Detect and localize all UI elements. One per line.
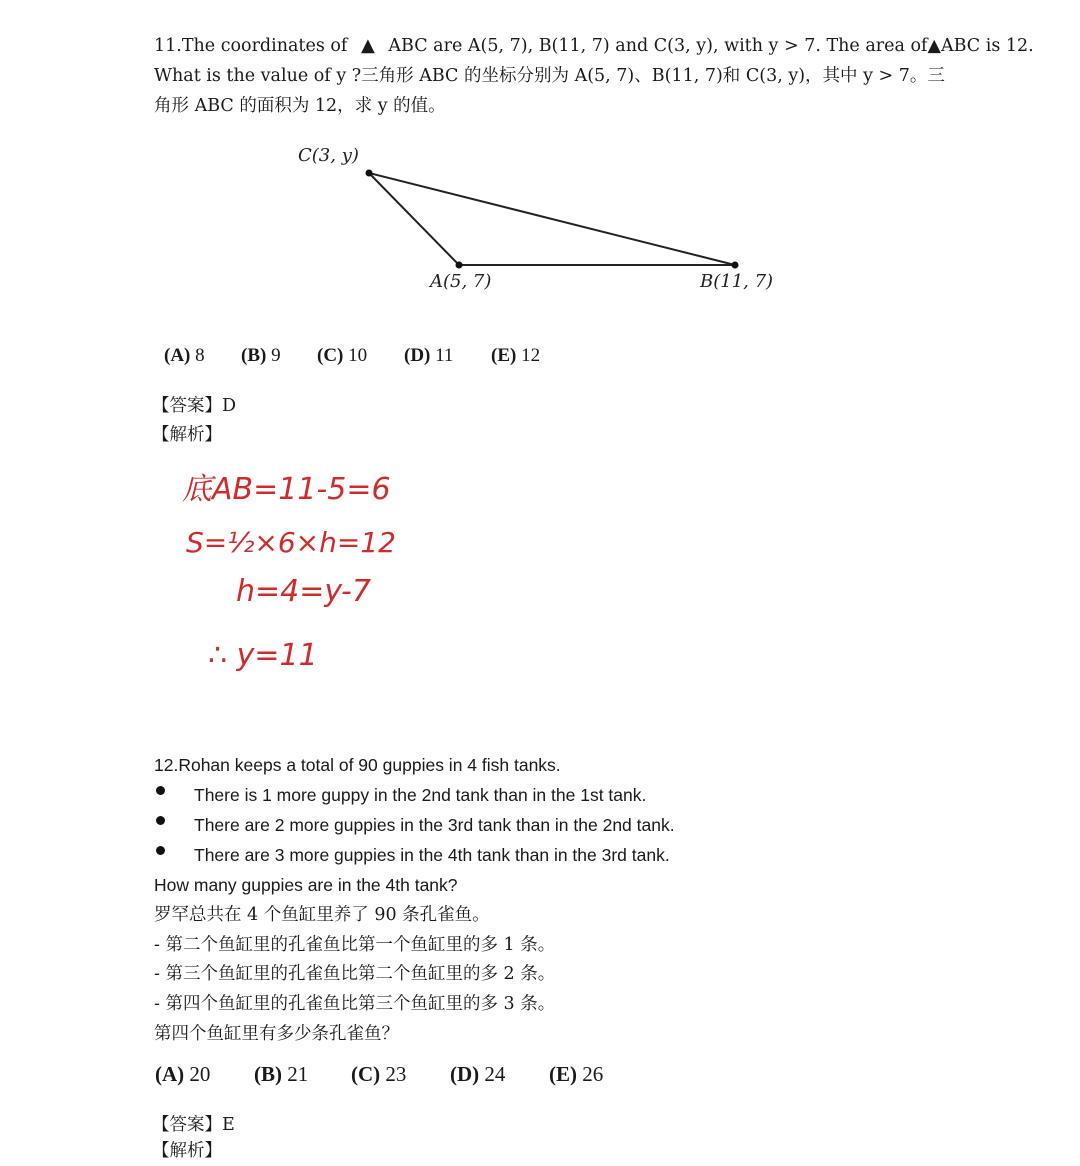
triangle-abc bbox=[369, 173, 735, 265]
p12-choice-d[interactable]: (D) 24 bbox=[450, 1062, 506, 1086]
p12-cn-line-2: - 第三个鱼缸里的孔雀鱼比第二个鱼缸里的多 2 条。 bbox=[154, 964, 556, 984]
bullet-1-icon bbox=[156, 786, 165, 795]
point-c bbox=[366, 170, 373, 177]
p11-choice-d[interactable]: (D) 11 bbox=[404, 345, 454, 366]
hand-line-1: 底AB=11-5=6 bbox=[182, 472, 391, 507]
p11-answer: 【答案】D bbox=[152, 396, 237, 416]
hand-line-2: S=½×6×h=12 bbox=[186, 526, 396, 559]
p12-intro: 12.Rohan keeps a total of 90 guppies in 4 fish tanks. bbox=[154, 755, 561, 775]
label-b: B(11, 7) bbox=[700, 271, 774, 292]
p12-choices bbox=[155, 1062, 603, 1087]
p12-choice-b[interactable]: (B) 21 bbox=[254, 1062, 309, 1086]
p11-question-line-3: 角形 ABC 的面积为 12，求 y 的值。 bbox=[154, 96, 446, 116]
triangle-figure bbox=[280, 135, 800, 300]
p11-choice-a[interactable]: (A) 8 bbox=[164, 345, 205, 366]
p12-bullet-3: There are 3 more guppies in the 4th tank than in the 3rd tank. bbox=[194, 845, 670, 865]
point-a bbox=[456, 262, 463, 269]
p11-text-part-a: 11.The coordinates of bbox=[154, 36, 348, 56]
label-c: C(3, y) bbox=[298, 145, 359, 166]
p12-analysis-label: 【解析】 bbox=[152, 1141, 222, 1161]
p11-choice-b[interactable]: (B) 9 bbox=[241, 345, 281, 366]
p12-choice-c[interactable]: (C) 23 bbox=[351, 1062, 407, 1086]
p12-choice-e[interactable]: (E) 26 bbox=[549, 1062, 604, 1086]
p12-cn-line-1: - 第二个鱼缸里的孔雀鱼比第一个鱼缸里的多 1 条。 bbox=[154, 935, 556, 955]
bullet-3-icon bbox=[156, 846, 165, 855]
p12-answer: 【答案】E bbox=[152, 1115, 235, 1135]
bullet-2-icon bbox=[156, 816, 165, 825]
triangle-icon: ▲ bbox=[360, 35, 375, 56]
p12-choice-a[interactable]: (A) 20 bbox=[155, 1062, 211, 1086]
handwritten-solution bbox=[170, 455, 430, 695]
p11-choice-c[interactable]: (C) 10 bbox=[317, 345, 368, 366]
p11-question-line-2: What is the value of y ?三角形 ABC 的坐标分别为 A(5, 7)、B(11, 7)和 C(3, y)，其中 y > 7。三 bbox=[154, 66, 945, 86]
p11-text-part-b: ABC are A(5, 7), B(11, 7) and C(3, y), with y > 7. The area of▲ABC is 12. bbox=[388, 36, 1034, 56]
p12-bullet-2: There are 2 more guppies in the 3rd tank than in the 2nd tank. bbox=[194, 815, 675, 835]
p11-choice-e[interactable]: (E) 12 bbox=[491, 345, 541, 366]
p12-question: How many guppies are in the 4th tank? bbox=[154, 875, 458, 895]
p11-question-line-1 bbox=[154, 31, 1034, 61]
p12-cn-line-3: - 第四个鱼缸里的孔雀鱼比第三个鱼缸里的多 3 条。 bbox=[154, 994, 556, 1014]
p11-choices bbox=[164, 345, 540, 367]
p11-analysis-label: 【解析】 bbox=[152, 425, 222, 445]
p12-cn-question: 第四个鱼缸里有多少条孔雀鱼？ bbox=[154, 1024, 399, 1044]
point-b bbox=[732, 262, 739, 269]
p12-bullet-1: There is 1 more guppy in the 2nd tank than in the 1st tank. bbox=[194, 785, 647, 805]
hand-line-3: h=4=y-7 bbox=[236, 574, 371, 609]
label-a: A(5, 7) bbox=[430, 271, 492, 292]
p12-cn-intro: 罗罕总共在 4 个鱼缸里养了 90 条孔雀鱼。 bbox=[154, 905, 490, 925]
hand-line-4: ∴ y=11 bbox=[208, 638, 318, 673]
